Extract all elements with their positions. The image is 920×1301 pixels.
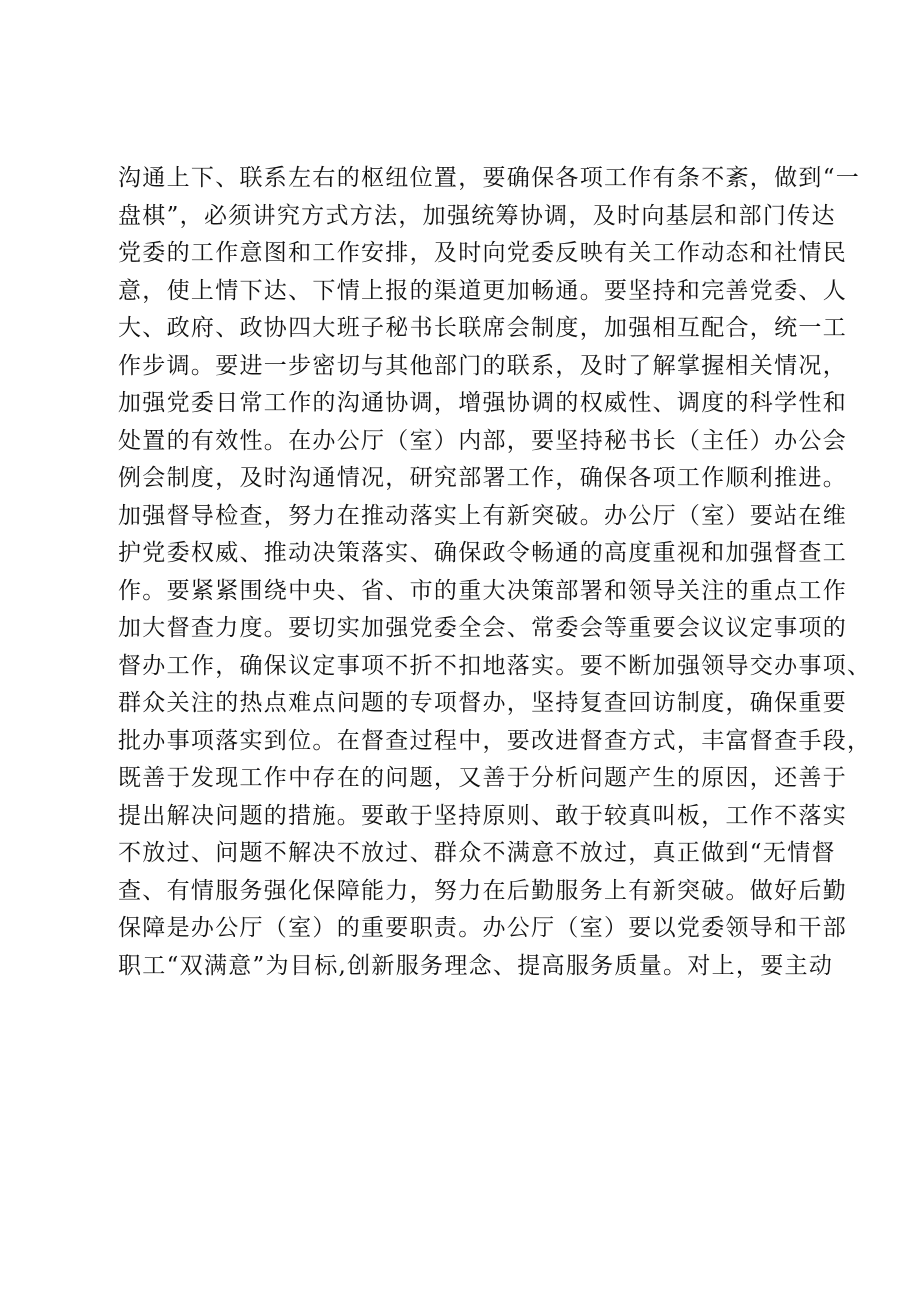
text-line: 保障是办公厅（室）的重要职责。办公厅（室）要以党委领导和干部 [118, 915, 847, 941]
body-text [118, 160, 872, 985]
text-line: 党委的工作意图和工作安排，及时向党委反映有关工作动态和社情民 [118, 240, 847, 266]
text-line: 例会制度，及时沟通情况，研究部署工作，确保各项工作顺利推进。 [118, 465, 847, 491]
text-line: 护党委权威、推动决策落实、确保政令畅通的高度重视和加强督查工 [118, 540, 847, 566]
text-line: 加强督导检查，努力在推动落实上有新突破。办公厅（室）要站在维 [118, 502, 847, 529]
text-line: 盘棋”，必须讲究方式方法，加强统筹协调，及时向基层和部门传达 [118, 202, 836, 229]
text-line: 作步调。要进一步密切与其他部门的联系，及时了解掌握相关情况， [118, 352, 847, 379]
text-line: 既善于发现工作中存在的问题，又善于分析问题产生的原因，还善于 [118, 765, 847, 791]
text-line: 大、政府、政协四大班子秘书长联席会制度，加强相互配合，统一工 [118, 315, 847, 341]
text-line: 沟通上下、联系左右的枢纽位置，要确保各项工作有条不紊，做到“一 [118, 165, 861, 191]
text-line: 查、有情服务强化保障能力，努力在后勤服务上有新突破。做好后勤 [118, 877, 847, 904]
text-line: 提出解决问题的措施。要敢于坚持原则、敢于较真叫板，工作不落实 [118, 802, 847, 829]
text-line: 不放过、问题不解决不放过、群众不满意不放过，真正做到“无情督 [118, 840, 836, 866]
text-line: 处置的有效性。在办公厅（室）内部，要坚持秘书长（主任）办公会 [118, 427, 847, 454]
text-line: 作。要紧紧围绕中央、省、市的重大决策部署和领导关注的重点工作 [118, 577, 847, 604]
text-line: 职工“双满意”为目标,创新服务理念、提高服务质量。对上，要主动 [118, 952, 834, 979]
text-line: 批办事项落实到位。在督查过程中，要改进督查方式，丰富督查手段， [118, 727, 872, 754]
text-line: 督办工作，确保议定事项不折不扣地落实。要不断加强领导交办事项、 [118, 652, 872, 679]
text-line: 加强党委日常工作的沟通协调，增强协调的权威性、调度的科学性和 [118, 390, 847, 416]
text-line: 群众关注的热点难点问题的专项督办，坚持复查回访制度，确保重要 [118, 690, 847, 716]
text-line: 加大督查力度。要切实加强党委全会、常委会等重要会议议定事项的 [118, 615, 847, 641]
text-line: 意，使上情下达、下情上报的渠道更加畅通。要坚持和完善党委、人 [118, 277, 847, 304]
